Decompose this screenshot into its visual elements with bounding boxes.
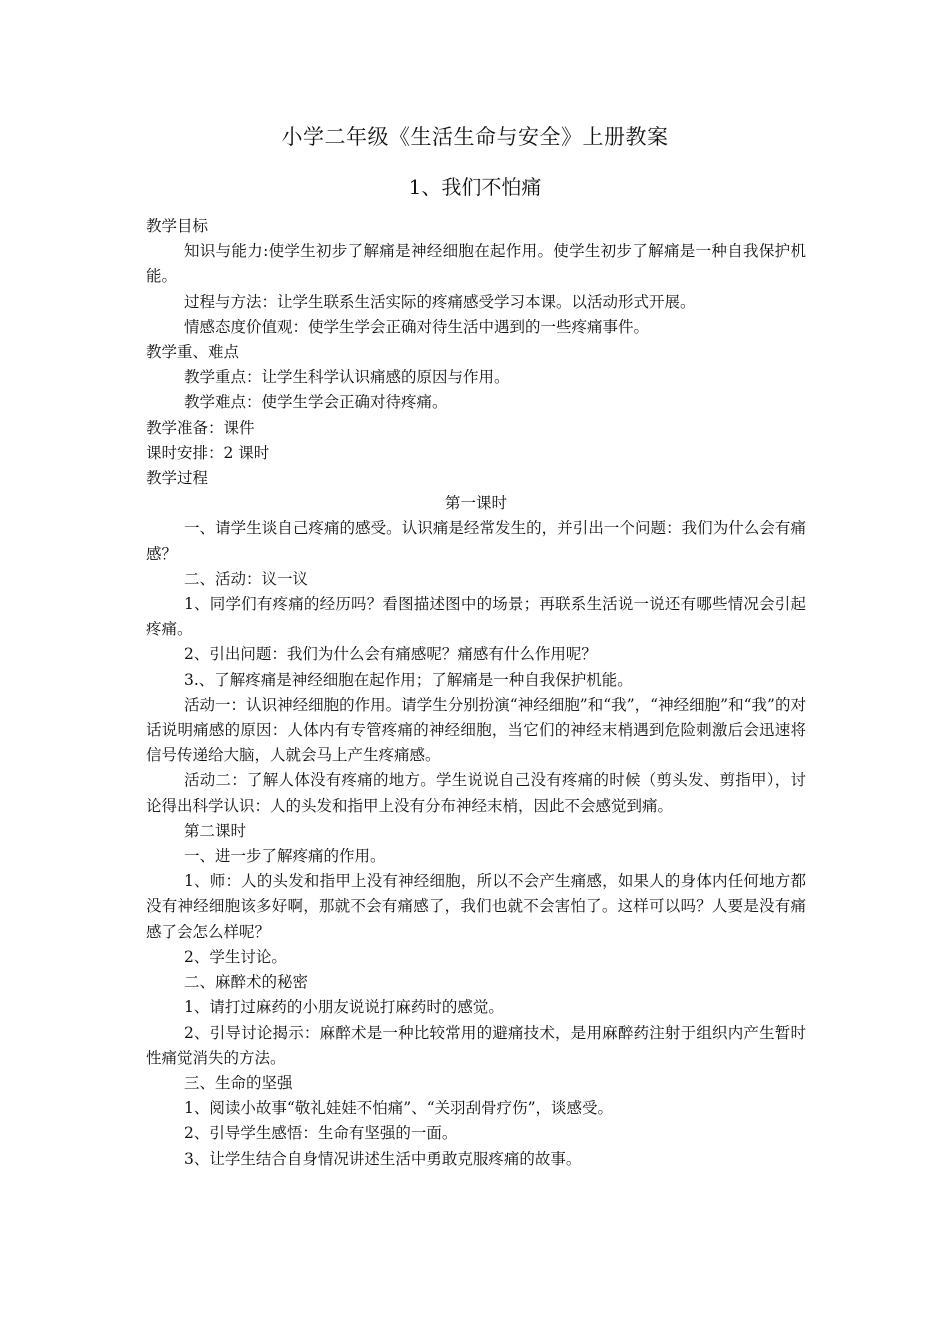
section-heading: 教学过程 bbox=[146, 469, 209, 488]
paragraph: 二、麻醉术的秘密 bbox=[184, 973, 309, 992]
paragraph: 2、引导讨论揭示：麻醉术是一种比较常用的避痛技术，是用麻醉药注射于组织内产生暂时性痛觉消失的方法。 bbox=[146, 1023, 806, 1067]
paragraph: 3.、了解疼痛是神经细胞在起作用；了解痛是一种自我保护机能。 bbox=[184, 670, 633, 689]
paragraph: 知识与能力:使学生初步了解痛是神经细胞在起作用。使学生初步了解痛是一种自我保护机能。 bbox=[146, 242, 806, 286]
section-heading: 教学准备：课件 bbox=[146, 418, 255, 437]
paragraph: 2、引导学生感悟：生命有坚强的一面。 bbox=[184, 1124, 458, 1143]
lesson-title: 1、我们不怕痛 bbox=[408, 175, 542, 199]
paragraph: 1、师：人的头发和指甲上没有神经细胞，所以不会产生痛感，如果人的身体内任何地方都没有神经细胞该多好啊，那就不会有痛感了，我们也就不会害怕了。这样可以吗？人要是没有痛感了会怎么样呢？ bbox=[146, 872, 806, 941]
paragraph: 情感态度价值观：使学生学会正确对待生活中遇到的一些疼痛事件。 bbox=[184, 317, 650, 336]
paragraph: 2、学生讨论。 bbox=[184, 947, 287, 966]
section-heading: 教学重、难点 bbox=[146, 343, 240, 362]
paragraph: 一、请学生谈自己疼痛的感受。认识痛是经常发生的，并引出一个问题：我们为什么会有痛感？ bbox=[146, 519, 806, 563]
paragraph: 三、生命的坚强 bbox=[184, 1073, 293, 1092]
paragraph: 1、同学们有疼痛的经历吗？看图描述图中的场景；再联系生活说一说还有哪些情况会引起疼痛。 bbox=[146, 595, 806, 639]
paragraph: 教学难点：使学生学会正确对待疼痛。 bbox=[184, 393, 448, 412]
paragraph: 2、引出问题：我们为什么会有痛感呢？痛感有什么作用呢？ bbox=[184, 645, 597, 664]
document-body bbox=[146, 214, 806, 1172]
section-heading: 教学目标 bbox=[146, 217, 209, 235]
paragraph: 活动二：了解人体没有疼痛的地方。学生说说自己没有疼痛的时候（剪头发、剪指甲），讨论得出科学认识：人的头发和指甲上没有分布神经末梢，因此不会感觉到痛。 bbox=[146, 771, 806, 815]
paragraph: 一、进一步了解疼痛的作用。 bbox=[184, 847, 386, 866]
section-heading: 课时安排：2 课时 bbox=[146, 443, 270, 462]
paragraph: 二、活动：议一议 bbox=[184, 569, 309, 588]
paragraph: 教学重点：让学生科学认识痛感的原因与作用。 bbox=[184, 368, 510, 387]
session-heading: 第一课时 bbox=[444, 494, 507, 513]
paragraph: 活动一：认识神经细胞的作用。请学生分别扮演“神经细胞”和“我”，“神经细胞”和“我”的对话说明痛感的原因：人体内有专管疼痛的神经细胞，当它们的神经末梢遇到危险刺激后会迅速将信号传递给大脑，人就会马上产生疼痛感。 bbox=[146, 695, 806, 765]
paragraph: 过程与方法：让学生联系生活实际的疼痛感受学习本课。以活动形式开展。 bbox=[184, 292, 696, 311]
paragraph: 第二课时 bbox=[184, 821, 247, 840]
paragraph: 1、请打过麻药的小朋友说说打麻药时的感觉。 bbox=[184, 998, 504, 1017]
paragraph: 1、阅读小故事“敬礼娃娃不怕痛”、“关羽刮骨疗伤”，谈感受。 bbox=[184, 1099, 614, 1118]
paragraph: 3、让学生结合自身情况讲述生活中勇敢克服疼痛的故事。 bbox=[184, 1149, 582, 1168]
document-title: 小学二年级《生活生命与安全》上册教案 bbox=[281, 125, 669, 149]
